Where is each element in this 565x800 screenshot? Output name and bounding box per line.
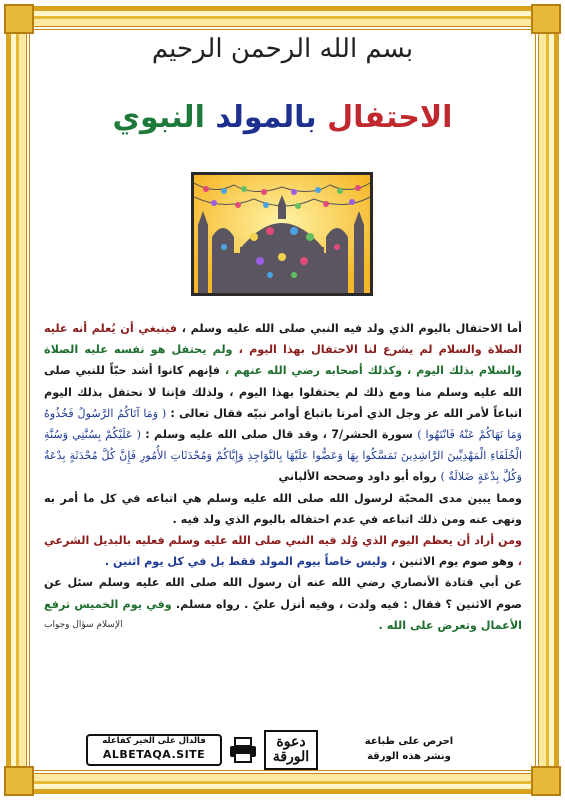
title-word-2: بالمولد xyxy=(215,100,317,135)
title-word-3: النبوي xyxy=(112,100,205,135)
printer-icon xyxy=(228,736,258,764)
footer xyxy=(86,730,479,770)
title-word-1: الاحتفال xyxy=(327,100,453,135)
text-segment: وفي يوم الخميس ترفع الأعمال وتعرض على الله . xyxy=(44,597,522,632)
footer-print-note xyxy=(339,734,479,766)
paragraph-4 xyxy=(44,572,522,636)
text-segment: ومن أراد أن يعظم اليوم الذي وُلد فيه النبي صلى الله عليه وسلم فعليه بالبديل الشرعي ، xyxy=(44,534,522,569)
footer-note-line: احرص على طباعة xyxy=(364,736,454,747)
footer-site-box xyxy=(86,734,222,766)
paragraph-2 xyxy=(44,488,522,530)
text-segment: فينبغي أن يُعلم أنه عليه الصلاة والسلام لم يشرع لنا الاحتفال بهذا اليوم ، xyxy=(44,322,522,357)
logo-text: دعوة الورقة xyxy=(272,734,310,765)
corner-ornament xyxy=(531,766,561,796)
basmala-text: بسم الله الرحمن الرحيم xyxy=(151,34,414,64)
text-segment: وهو صوم يوم الاثنين ، xyxy=(391,555,514,569)
paragraph-3 xyxy=(44,530,522,572)
paragraph-1 xyxy=(44,318,522,488)
article-body xyxy=(44,318,522,636)
footer-motto: فالدال على الخير كفاعله xyxy=(102,736,206,746)
footer-site-link[interactable]: ALBETAQA.SITE xyxy=(102,748,206,761)
dawa-logo xyxy=(264,730,318,770)
text-segment: أما الاحتفال باليوم الذي ولد فيه النبي صلى الله عليه وسلم ، xyxy=(181,322,522,335)
page-title xyxy=(40,98,525,138)
text-segment: وليس خاصاً بيوم المولد فقط بل في كل يوم اثنين . xyxy=(104,555,388,569)
quran-verse: ( وَمَا آتَاكُمُ الرَّسُولُ فَخُذُوهُ وَمَا نَهَاكُمْ عَنْهُ فَانْتَهُوا ) xyxy=(44,406,522,442)
hadith-quote: ( عَلَيْكُمْ بِسُنَّتِي وَسُنَّةِ الْخُلَفَاءِ الْمَهْدِيِّينَ الرَّاشِدِينَ تَمَسَّكُوا بِهَا وَعَضُّوا عَلَيْهَا بِالنَّوَاجِذِ وَإِيَّاكُمْ وَمُحْدَثَاتِ الأُمُورِ فَإِنَّ كُلَّ مُحْدَثَةٍ بِدْعَةٌ وَكُلَّ بِدْعَةٍ ضَلالَةٌ ) xyxy=(44,428,522,484)
footer-note-line: ونشر هذه الورقة xyxy=(367,751,451,762)
corner-ornament xyxy=(4,766,34,796)
source-credit: الإسلام سؤال وجواب xyxy=(44,619,123,630)
corner-ornament xyxy=(531,4,561,34)
corner-ornament xyxy=(4,4,34,34)
text-segment: رواه أبو داود وصححه الألباني xyxy=(278,470,437,484)
text-segment: رواه مسلم. xyxy=(175,597,240,611)
text-segment: ولم يحتفل هو نفسه عليه الصلاة والسلام بذلك اليوم ، وكذلك أصحابه رضي الله عنهم ، xyxy=(44,343,522,378)
text-segment: فإنهم كانوا أشد حبّاً للنبي صلى الله عليه وسلم منا ومع ذلك لم يحتفلوا بهذا اليوم ، xyxy=(44,364,522,399)
text-segment: ولذلك فإننا لا نحتفل بذلك اليوم اتباعاً لأمر الله عز وجل الذي أمرنا باتباع أوامر نبيّه فقال تعالى : xyxy=(44,385,522,420)
basmala-calligraphy xyxy=(151,14,414,84)
text-segment: عن أبي قتادة الأنصاري رضي الله عنه أن رسول الله صلى الله عليه وسلم سئل عن صوم الاثنين ؟ فقال : فيه ولدت ، وفيه أنزل عليّ . xyxy=(44,576,522,611)
mosque-banner-image xyxy=(191,172,373,296)
text-segment: ومما يبين مدى المحبّة لرسول الله صلى الله عليه وسلم هي اتباعه في كل ما أمر به ونهى عنه ومن ذلك اتباعه في عدم احتفاله باليوم الذي ولد فيه . xyxy=(44,491,522,526)
text-segment: سورة الحشر/7 ، وقد قال صلى الله عليه وسلم : xyxy=(145,428,413,442)
mosque-silhouette-icon xyxy=(194,175,370,293)
